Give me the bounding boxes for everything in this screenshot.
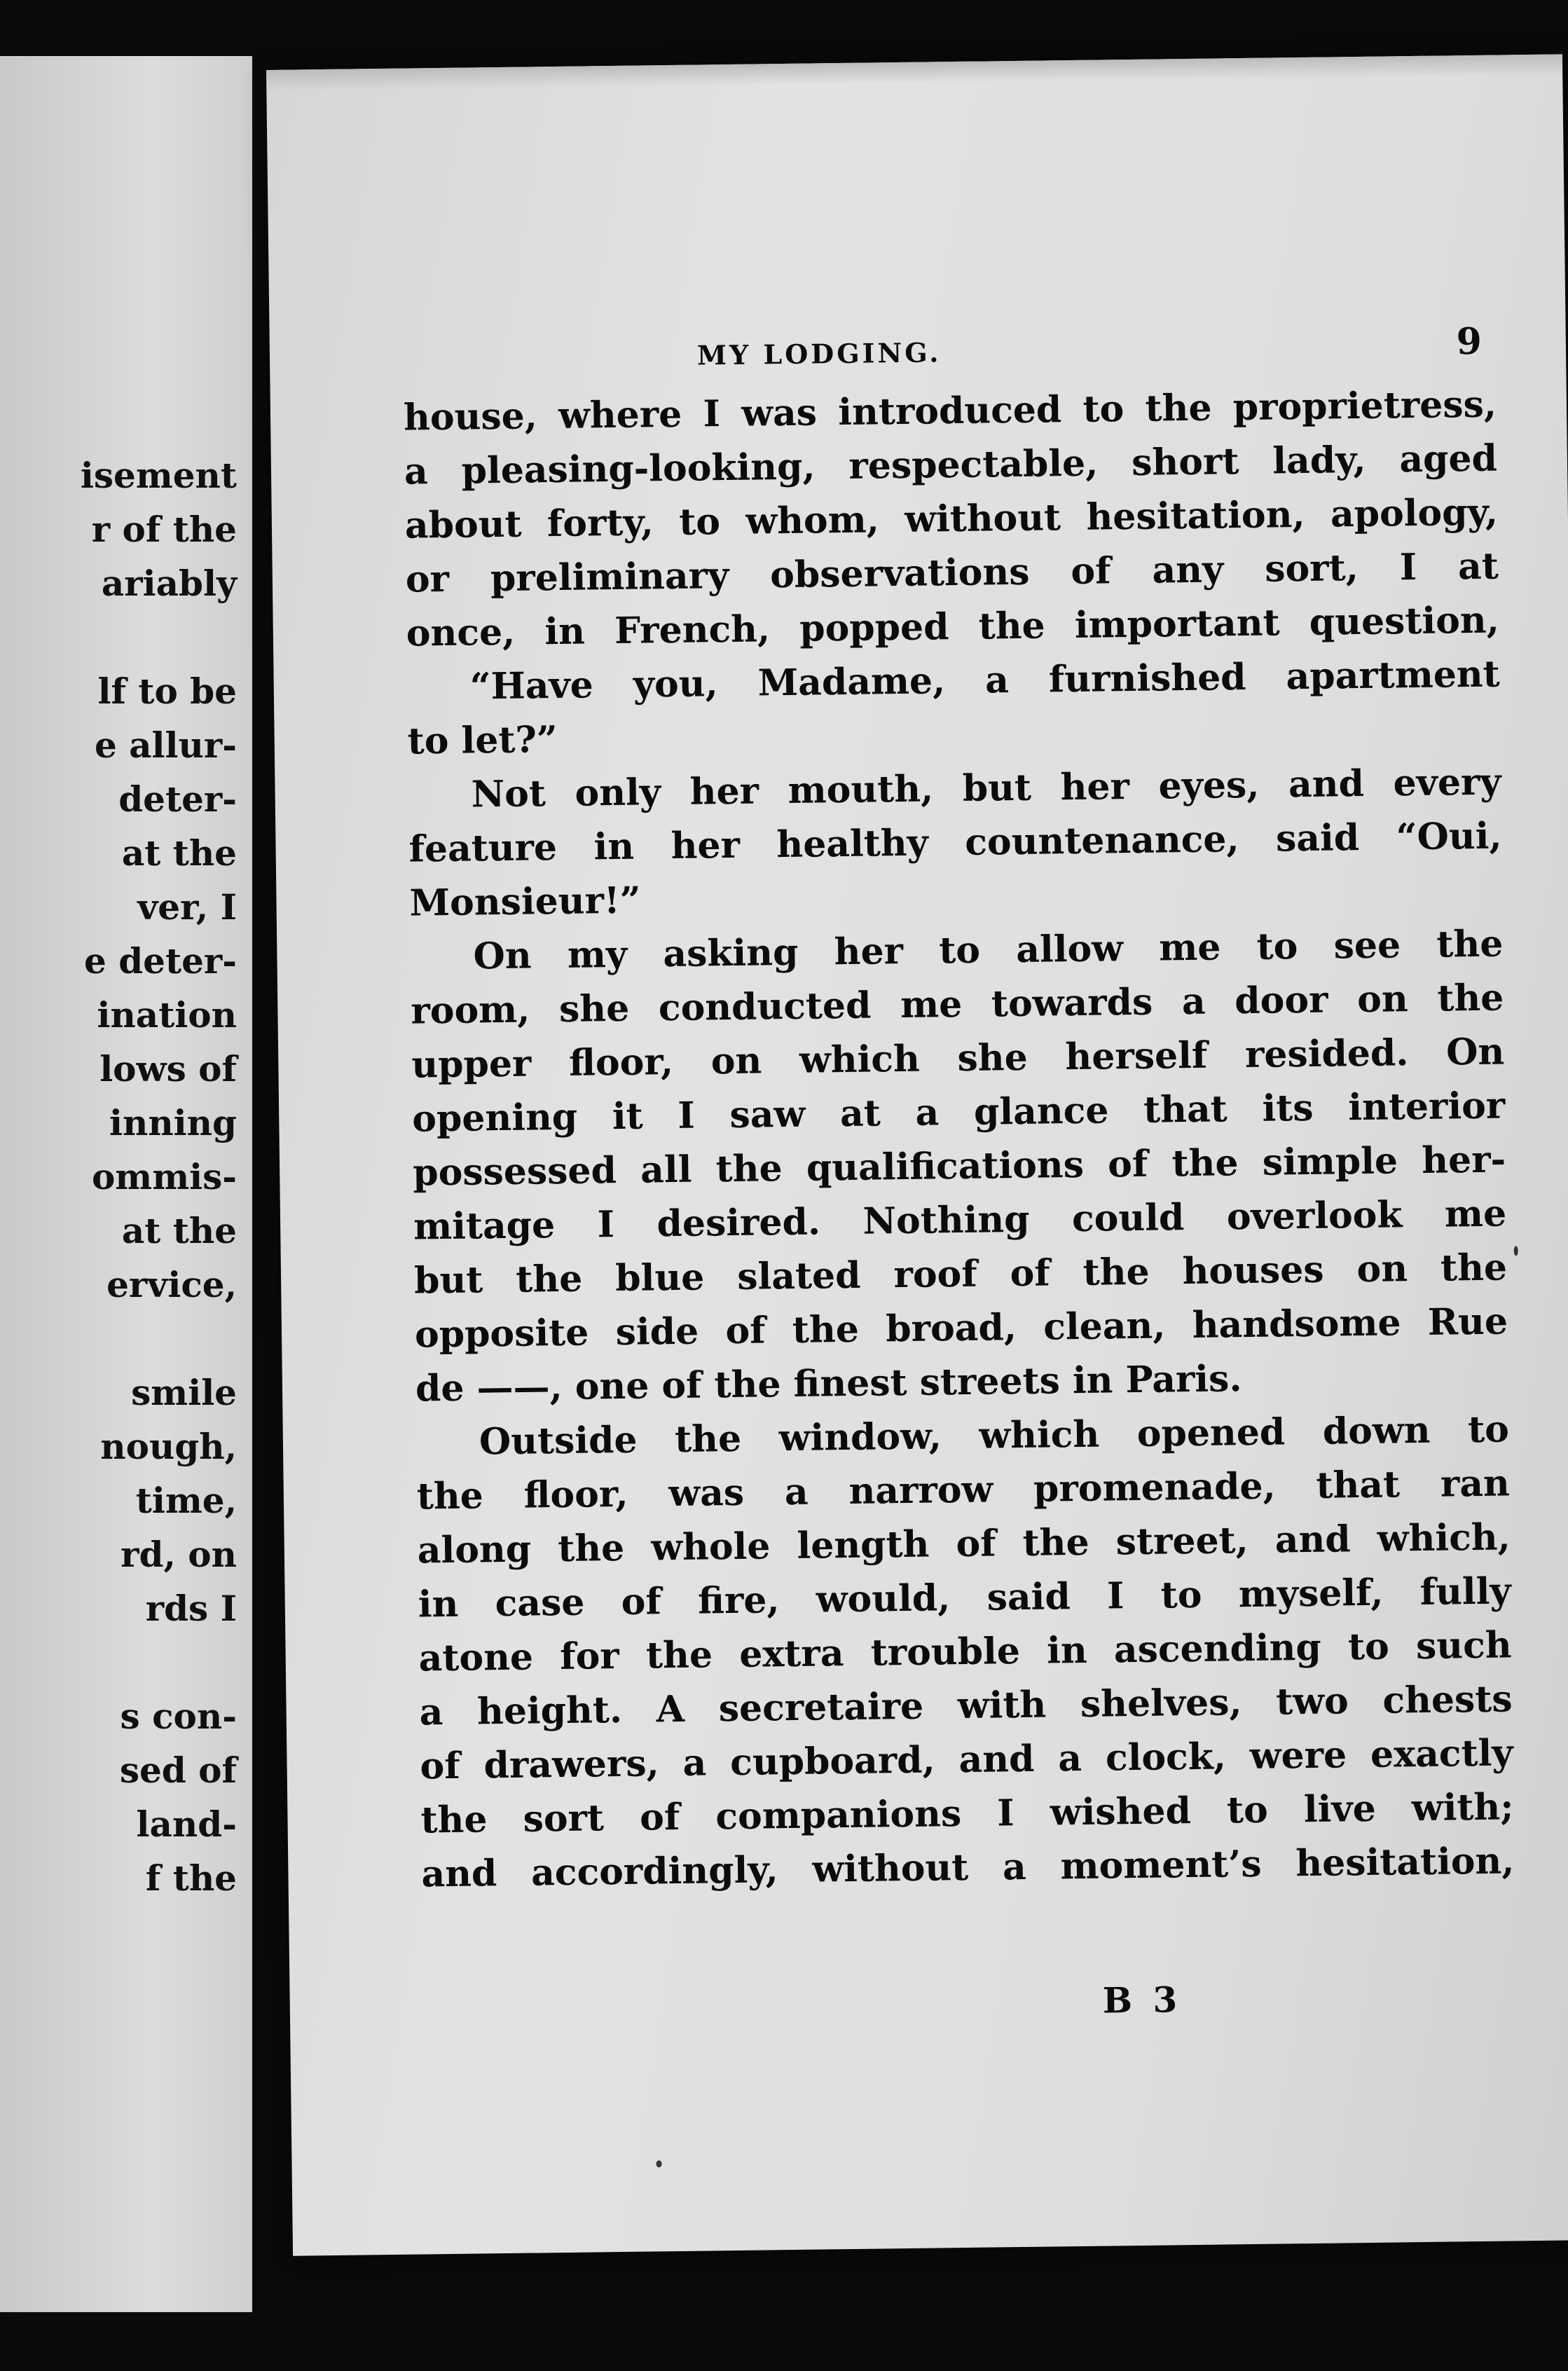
- text-line: the sort of companions I wished to live with;: [420, 1785, 1514, 1842]
- text-line: and accordingly, without a moment’s hesitation,: [421, 1839, 1515, 1896]
- facing-page-line: rds I: [145, 1588, 237, 1629]
- text-line: a height. A secretaire with shelves, two chests: [419, 1677, 1513, 1734]
- facing-page-line: [0, 1635, 237, 1689]
- text-line: or preliminary observations of any sort, I at: [405, 544, 1499, 601]
- text-line: Monsieur!”: [409, 879, 641, 925]
- facing-page-line: isement: [80, 455, 237, 496]
- facing-page-line: [0, 1312, 237, 1366]
- text-line: a pleasing-looking, respectable, short lady, aged: [404, 437, 1498, 493]
- text-line: Outside the window, which opened down to: [479, 1408, 1510, 1464]
- facing-page-line: ver, I: [137, 886, 237, 928]
- text-line: opening it I saw at a glance that its interior: [411, 1084, 1506, 1141]
- facing-page-line: deter-: [118, 778, 237, 820]
- facing-page-line: smile: [131, 1372, 237, 1413]
- facing-page-fragment: [0, 56, 252, 2312]
- text-line: in case of fire, would, said I to myself, fully: [418, 1569, 1512, 1626]
- facing-page-line: r of the: [91, 509, 237, 550]
- text-line: but the blue slated roof of the houses on the: [413, 1246, 1508, 1303]
- text-line: the floor, was a narrow promenade, that ran: [416, 1462, 1511, 1518]
- facing-page-line: rd, on: [121, 1534, 237, 1575]
- facing-page-line: lows of: [99, 1048, 237, 1090]
- text-line: to let?”: [407, 717, 558, 763]
- facing-page-line: [0, 610, 237, 664]
- facing-page-line: ommis-: [91, 1156, 237, 1197]
- facing-page-line: lf to be: [97, 671, 237, 712]
- text-line: Not only her mouth, but her eyes, and every: [471, 760, 1501, 816]
- book-page: [266, 54, 1568, 2255]
- text-line: of drawers, a cupboard, and a clock, were exactly: [420, 1731, 1513, 1788]
- facing-page-line: sed of: [119, 1750, 237, 1791]
- text-line: On my asking her to allow me to see the: [473, 922, 1504, 978]
- signature-mark: B 3: [1102, 1979, 1182, 2021]
- running-head: MY LODGING.: [696, 336, 942, 371]
- text-line: house, where I was introduced to the proprietress,: [403, 383, 1497, 439]
- facing-page-line: s con-: [120, 1696, 237, 1737]
- text-line: feature in her healthy countenance, said “Oui,: [408, 814, 1502, 871]
- facing-page-line: nough,: [100, 1426, 237, 1467]
- facing-page-line: inning: [109, 1102, 237, 1143]
- facing-page-line: at the: [121, 1210, 237, 1251]
- paper-speck: [1514, 1246, 1518, 1256]
- text-line: de ——, one of the finest streets in Paris.: [415, 1357, 1242, 1410]
- facing-page-line: e allur-: [94, 724, 237, 766]
- text-line: room, she conducted me towards a door on the: [411, 976, 1504, 1033]
- facing-page-line: e deter-: [84, 940, 237, 982]
- text-line: once, in French, popped the important question,: [406, 598, 1500, 655]
- text-line: atone for the extra trouble in ascending to such: [418, 1623, 1512, 1680]
- facing-page-line: time,: [135, 1480, 237, 1521]
- text-line: upper floor, on which she herself resided. On: [411, 1030, 1505, 1087]
- facing-page-line: ination: [97, 994, 237, 1036]
- facing-page-line: ariably: [101, 563, 237, 604]
- text-line: “Have you, Madame, a furnished apartment: [469, 652, 1501, 708]
- text-line: opposite side of the broad, clean, handsome Rue: [414, 1300, 1508, 1356]
- paper-speck: [656, 2160, 661, 2167]
- facing-page-line: f the: [145, 1857, 237, 1899]
- text-line: along the whole length of the street, and which,: [417, 1516, 1511, 1572]
- facing-page-text: [0, 448, 237, 1905]
- facing-page-line: land-: [136, 1803, 237, 1845]
- facing-page-line: at the: [121, 832, 237, 874]
- facing-page-line: ervice,: [106, 1264, 237, 1305]
- page-body-text: [404, 378, 1515, 1902]
- text-line: mitage I desired. Nothing could overlook me: [413, 1192, 1507, 1249]
- text-line: possessed all the qualifications of the simple her-: [412, 1138, 1506, 1195]
- text-line: about forty, to whom, without hesitation, apology,: [404, 490, 1499, 547]
- page-number: 9: [1456, 319, 1483, 364]
